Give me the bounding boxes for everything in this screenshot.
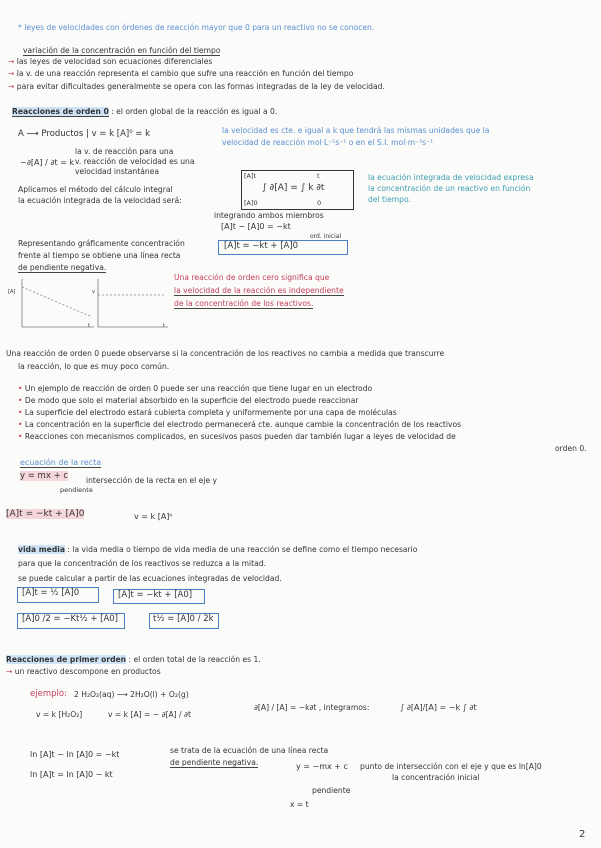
- order1-sub: → un reactivo descompone en productos: [6, 667, 161, 676]
- arrow-icon: →: [8, 82, 17, 91]
- header-bullet: → la v. de una reacción representa el cambio que sufre una reacción en función del tiempo: [8, 69, 354, 78]
- integral-limit-a-bottom: [A]0: [244, 199, 258, 207]
- order1-heading: Reacciones de primer orden: [6, 655, 127, 664]
- order0-method-1: Aplicamos el método del cálculo integral: [18, 185, 173, 194]
- graph-rate-vs-time: [92, 275, 170, 335]
- order1-rate1: v = k [H₂O₂]: [36, 710, 83, 719]
- example-3: • La superficie del electrodo estará cubierta completa y uniformemente por una capa de moléculas: [18, 408, 397, 417]
- integral-limit-a-top: [A]t: [244, 172, 257, 180]
- arrow-icon: →: [8, 57, 17, 66]
- integral-limit-t-bottom: 0: [317, 199, 322, 207]
- line-eq-title: ecuación de la recta: [20, 458, 102, 467]
- result2-tag: ord. inicial: [310, 233, 342, 240]
- order1-heading-line: Reacciones de primer orden : el orden total de la reacción es 1.: [6, 655, 261, 664]
- graph-text-1: Representando gráficamente concentración: [18, 239, 185, 248]
- half-eq3: [A]0 /2 = −Kt½ + [A0]: [22, 614, 119, 624]
- order1-straight-1: se trata de la ecuación de una línea recta: [170, 746, 329, 755]
- header-bullet: → para evitar dificultades generalmente se opera con las formas integradas de la ley de velocidad.: [8, 82, 385, 91]
- order1-rate2: v = k [A] = − ∂[A] / ∂t: [108, 710, 191, 719]
- line-eq-note: intersección de la recta en el eje y: [86, 476, 218, 485]
- meaning-3: de la concentración de los reactivos.: [174, 299, 314, 308]
- order1-x-label: x = t: [290, 800, 309, 809]
- graph-concentration-vs-time: [16, 275, 96, 335]
- line-eq-slope: pendiente: [60, 486, 93, 494]
- order0-method-2: la ecuación integrada de la velocidad será:: [18, 196, 182, 205]
- order0-rate-expr: −∂[A] / ∂t = k: [20, 158, 75, 167]
- header-note: * leyes de velocidades con órdenes de reacción mayor que 0 para un reactivo no se conocen.: [18, 23, 375, 32]
- example-1: • Un ejemplo de reacción de orden 0 puede ser una reacción que tiene lugar en un electrodo: [18, 384, 373, 393]
- order1-example-label: ejemplo:: [30, 689, 67, 699]
- order1-straight-eq: y = −mx + c: [296, 762, 348, 771]
- order1-straight-2: de pendiente negativa.: [170, 758, 259, 767]
- observe-2: la reacción, lo que es muy poco común.: [18, 362, 170, 371]
- rate-general: v = k [A]ⁿ: [134, 512, 173, 521]
- graph2-y-label: v: [92, 289, 95, 295]
- integrate-both: integrando ambos miembros: [214, 211, 324, 220]
- graph1-x-label: t: [88, 323, 90, 329]
- page-number: 2: [579, 829, 586, 840]
- integral-note-3: del tiempo.: [368, 195, 411, 204]
- half-life-calc-note: se puede calcular a partir de las ecuaciones integradas de velocidad.: [18, 574, 282, 583]
- order1-sep: ∂[A] / [A] = −k∂t , integramos:: [254, 703, 370, 712]
- meaning-2: la velocidad de la reacción es independiente: [174, 286, 344, 295]
- example-2: • De modo que solo el material absorbido en la superficie del electrodo puede reaccionar: [18, 396, 359, 405]
- example-6: orden 0.: [555, 444, 587, 453]
- order1-straight-note: punto de intersección con el eje y que es ln[A]0: [360, 762, 542, 771]
- order1-straight-note2: la concentración inicial: [392, 773, 480, 782]
- order1-integral: ∫ ∂[A]/[A] = −k ∫ ∂t: [400, 703, 477, 712]
- order0-reaction: A ⟶ Productos | v = k [A]⁰ = k: [18, 129, 151, 139]
- graph2-x-label: t: [163, 323, 165, 329]
- order0-rate-desc-2: v. reacción de velocidad es una: [75, 157, 195, 166]
- order0-heading-line: [12, 107, 277, 116]
- integral-note-2: la concentración de un reactivo en función: [368, 184, 531, 193]
- order1-example-reaction: 2 H₂O₂(aq) ⟶ 2H₂O(l) + O₂(g): [74, 690, 189, 699]
- arrow-icon: →: [8, 69, 17, 78]
- graph-text-3: de pendiente negativa.: [18, 263, 107, 272]
- half-life-line: vida media : la vida media o tiempo de vida media de una reacción se define como el tiempo necesario: [18, 545, 418, 554]
- half-eq1: [A]t = ½ [A]0: [22, 588, 80, 598]
- example-4: • La concentración en la superficie del electrodo permanecerá cte. aunque cambie la concentración de los reactivos: [18, 420, 462, 429]
- order0-rate-desc-1: la v. de reacción para una: [75, 147, 174, 156]
- observe-1: Una reacción de orden 0 puede observarse si la concentración de los reactivos no cambia a medida que transcurre: [6, 349, 445, 358]
- header-subtitle: variación de la concentración en función del tiempo: [23, 46, 221, 55]
- graph-text-2: frente al tiempo se obtiene una línea recta: [18, 251, 181, 260]
- order0-units-note-2: velocidad de reacción mol·L⁻¹s⁻¹ o en el S.I. mol·m⁻³s⁻¹: [222, 138, 434, 147]
- order0-heading: Reacciones de orden 0: [12, 107, 109, 116]
- half-eq4: t½ = [A]0 / 2k: [153, 614, 214, 624]
- order1-ln1: ln [A]t − ln [A]0 = −kt: [30, 750, 120, 759]
- order0-heading-rest: : el orden global de la reacción es igual a 0.: [111, 107, 278, 116]
- line-eq: y = mx + c: [20, 471, 69, 481]
- graph1-y-label: [A]: [8, 289, 16, 295]
- order0-rate-desc-3: velocidad instantánea: [75, 167, 160, 176]
- meaning-1: Una reacción de orden cero significa que: [174, 273, 330, 282]
- half-life-text-2: para que la concentración de los reactivos se reduzca a la mitad.: [18, 559, 266, 568]
- half-eq2: [A]t = −kt + [A0]: [118, 590, 193, 600]
- order1-ln2: ln [A]t = ln [A]0 − kt: [30, 770, 113, 779]
- integral-limit-t-top: t: [317, 172, 320, 180]
- half-life-heading: vida media: [18, 545, 65, 554]
- result1: [A]t − [A]0 = −kt: [221, 222, 291, 231]
- header-bullet: → las leyes de velocidad son ecuaciones diferenciales: [8, 57, 213, 66]
- line-form: [A]t = −kt + [A]0: [6, 509, 85, 519]
- example-5: • Reacciones con mecanismos complicados, en sucesivos pasos pueden dar también lugar a leyes de velocidad de: [18, 432, 456, 441]
- result2: [A]t = −kt + [A]0: [224, 241, 299, 251]
- order1-slope-label: pendiente: [312, 786, 351, 795]
- integral-expression: ∫ ∂[A] = ∫ k ∂t: [262, 183, 325, 193]
- order0-units-note-1: la velocidad es cte. e igual a k que tendrá las mismas unidades que la: [222, 126, 490, 135]
- integral-note-1: la ecuación integrada de velocidad expresa: [368, 173, 534, 182]
